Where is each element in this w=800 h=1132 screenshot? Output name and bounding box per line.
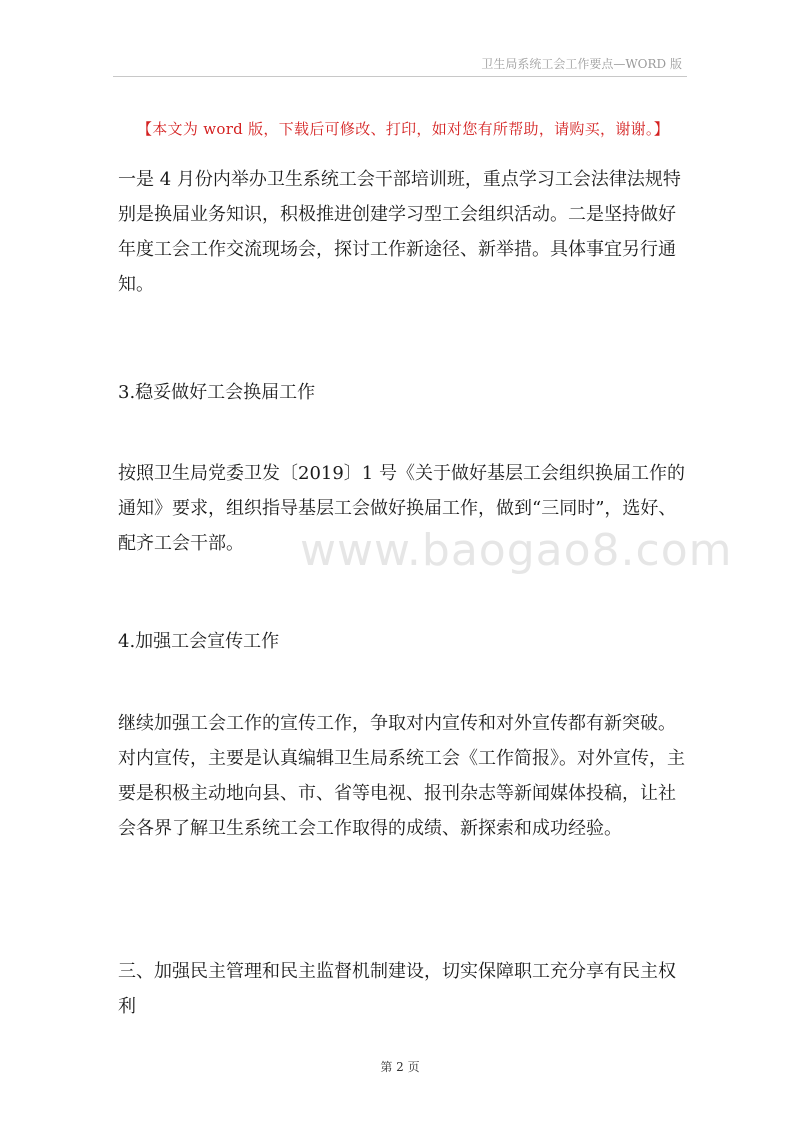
section-heading-3: 三、加强民主管理和民主监督机制建设，切实保障职工充分享有民主权利 [118,961,676,1017]
heading-item-3: 3.稳妥做好工会换届工作 [118,382,316,403]
paragraph-publicity: 继续加强工会工作的宣传工作，争取对内宣传和对外宣传都有新突破。对内宣传，主要是认真编辑卫生局系统工会《工作简报》。对外宣传，主要是积极主动地向县、市、省等电视、报刊杂志等新闻媒体投稿，让社会各界了解卫生系统工会工作取得的成绩、新探索和成功经验。 [118,713,685,839]
watermark-text: www.baogao8.com [300,525,733,576]
paragraph-training: 一是 4 月份内举办卫生系统工会干部培训班，重点学习工会法律法规特别是换届业务知识，积极推进创建学习型工会组织活动。二是坚持做好年度工会工作交流现场会，探讨工作新途径、新举措。具体事宜另行通知。 [118,169,681,295]
page-number: 第 2 页 [380,1060,420,1074]
paragraph-election: 按照卫生局党委卫发〔2019〕1 号《关于做好基层工会组织换届工作的通知》要求，组织指导基层工会做好换届工作，做到“三同时”，选好、配齐工会干部。 [118,463,685,554]
header-title: 卫生局系统工会工作要点—WORD 版 [481,57,682,71]
header-divider [113,76,687,77]
heading-item-4: 4.加强工会宣传工作 [118,631,280,652]
purchase-notice: 【本文为 word 版，下载后可修改、打印，如对您有所帮助，请购买，谢谢。】 [136,120,670,138]
